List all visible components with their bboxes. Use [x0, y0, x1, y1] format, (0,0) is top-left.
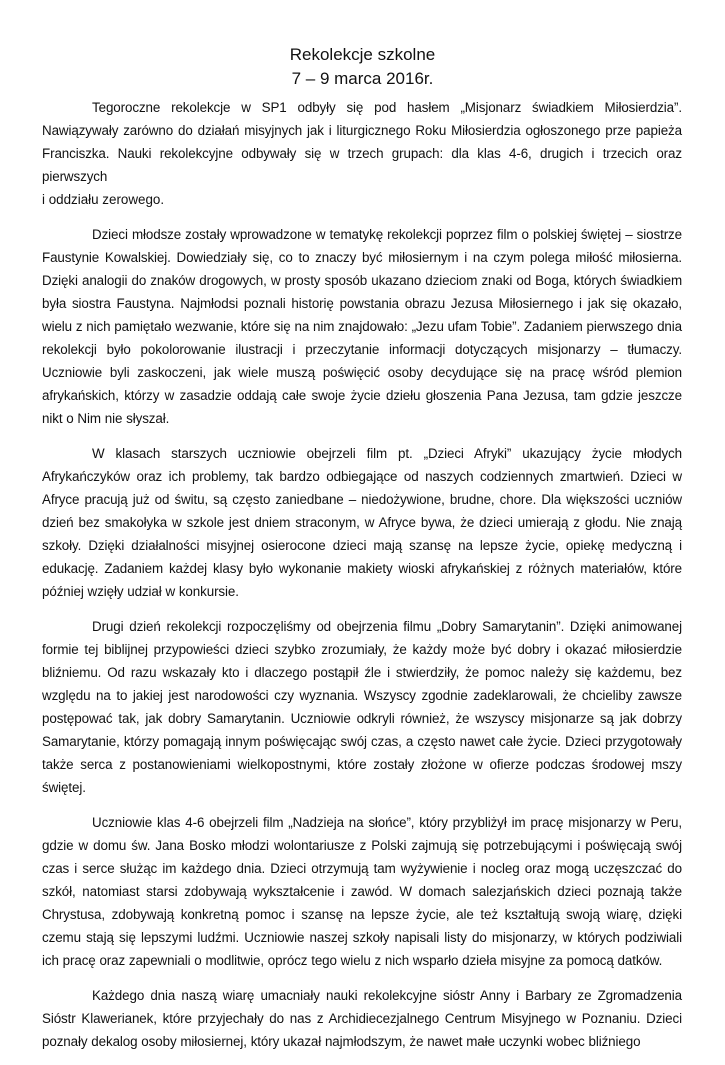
- paragraph-grades-4-6: Uczniowie klas 4-6 obejrzeli film „Nadzieja na słońce”, który przybliżył im pracę misjonarzy w Peru, gdzie w domu św. Jana Bosko młodzi wolontariusze z Polski zajmują się potrzebującymi i poświęcają swój czas i serce służąc im każdego dnia. Dzieci otrzymują tam wyżywienie i nocleg oraz mogą uczęszczać do szkół, natomiast starsi zdobywają wykształcenie i zawód. W domach salezjańskich dzieci poznają także Chrystusa, zdobywają konkretną pomoc i szansę na lepsze życie, ale też kształtują swoją wiarę, dzięki czemu stają się lepszymi ludźmi. Uczniowie naszej szkoły napisali listy do misjonarzy, w których podziwiali ich pracę oraz zapewniali o modlitwie, oprócz tego wielu z nich wsparło dzieła misyjne za pomocą datków.: [42, 815, 682, 968]
- paragraph-good-samaritan: Drugi dzień rekolekcji rozpoczęliśmy od obejrzenia filmu „Dobry Samarytanin”. Dzięki animowanej formie tej biblijnej przypowieści dzieci szybko zrozumiały, że każdy może być dobry i okazać miłosierdzie bliźniemu. Od razu wskazały kto i dlaczego postąpił źle i stwierdziły, że pomoc należy się każdemu, bez względu na to jakiej jest narodowości czy wyznania. Wszyscy zgodnie zadeklarowali, że chcieliby zawsze postępować tak, jak dobry Samarytanin. Uczniowie odkryli również, że wszyscy misjonarze są jak dobrzy Samarytanie, którzy pomagają innym poświęcając swój czas, a często nawet całe życie. Dzieci przygotowały także serca z postanowieniami wielkopostnymi, które zostały złożone w ofierze podczas środowej mszy świętej.: [42, 619, 682, 795]
- document-body: [42, 96, 682, 1065]
- paragraph-sisters-teaching: Każdego dnia naszą wiarę umacniały nauki rekolekcyjne sióstr Anny i Barbary ze Zgromadzenia Sióstr Klawerianek, które przyjechały do nas z Archidiecezjalnego Centrum Misyjnego w Poznaniu. Dzieci poznały dekalog osoby miłosiernej, który ukazał najmłodszym, że nawet małe uczynki wobec bliźniego: [42, 988, 682, 1049]
- page-title: Rekolekcje szkolne: [289, 45, 436, 64]
- paragraph-younger-children: Dzieci młodsze zostały wprowadzone w tematykę rekolekcji poprzez film o polskiej świętej – siostrze Faustynie Kowalskiej. Dowiedziały się, co to znaczy być miłosiernym i na czym polega miłość miłosierna. Dzięki analogii do znaków drogowych, w prosty sposób ukazano dzieciom znaki od Boga, których świadkiem była siostra Faustyna. Najmłodsi poznali historię powstania obrazu Jezusa Miłosiernego i jak się okazało, wielu z nich pamiętało wezwanie, które się na nim znajdowało: „Jezu ufam Tobie”. Zadaniem pierwszego dnia rekolekcji było pokolorowanie ilustracji i przeczytanie informacji dotyczących misjonarzy – tłumaczy. Uczniowie byli zaskoczeni, jak wiele muszą poświęcić osoby decydujące się na pracę wśród plemion afrykańskich, którzy w zasadzie oddają całe swoje życie dziełu głoszenia Pana Jezusa, tam gdzie jeszcze nikt o Nim nie słyszał.: [42, 227, 682, 426]
- paragraph-older-classes: W klasach starszych uczniowie obejrzeli film pt. „Dzieci Afryki” ukazujący życie młodych Afrykańczyków oraz ich problemy, tak bardzo odbiegające od naszych codziennych zmartwień. Dzieci w Afryce pracują już od świtu, są często zaniedbane – niedożywione, brudne, chore. Dla większości uczniów dzień bez smakołyka w szkole jest dniem straconym, w Afryce bywa, że dzieci umierają z głodu. Nie znają szkoły. Dzięki działalności misyjnej osierocone dzieci mają szansę na lepsze życie, opiekę medyczną i edukację. Zadaniem każdej klasy było wykonanie makiety wioski afrykańskiej z różnych materiałów, które później wzięły udział w konkursie.: [42, 446, 682, 599]
- paragraph-intro-tail: i oddziału zerowego.: [42, 192, 165, 207]
- title-block: [0, 43, 725, 91]
- page-date: 7 – 9 marca 2016r.: [291, 69, 434, 88]
- paragraph-intro: Tegoroczne rekolekcje w SP1 odbyły się pod hasłem „Misjonarz świadkiem Miłosierdzia”. Nawiązywały zarówno do działań misyjnych jak i liturgicznego Roku Miłosierdzia ogłoszonego prze papieża Franciszka. Nauki rekolekcyjne odbywały się w trzech grupach: dla klas 4-6, drugich i trzecich oraz pierwszych: [42, 100, 682, 184]
